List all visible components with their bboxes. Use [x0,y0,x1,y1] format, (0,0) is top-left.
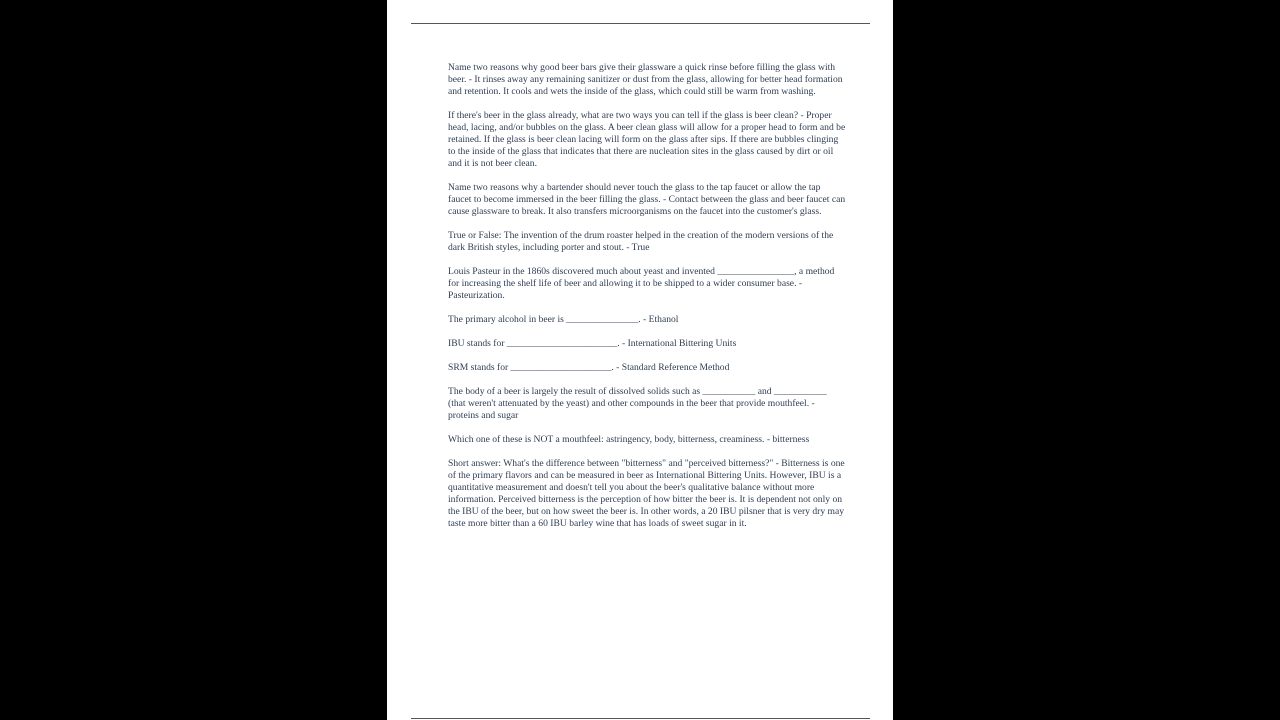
paragraph-drum-roaster: True or False: The invention of the drum roaster helped in the creation of the modern versions of the dark British styles, including porter and stout. - True [448,230,834,253]
paragraph-tap-faucet: Name two reasons why a bartender should never touch the glass to the tap faucet or allow the tap faucet to become immersed in the beer filling the glass. - Contact between the glass and beer faucet can cause glassware to break. It also transfers microorganisms on the faucet into the customer's glass. [448,182,846,217]
header-rule [411,23,870,24]
footer-rule [411,718,870,719]
document-body [448,62,846,542]
paragraph-body: The body of a beer is largely the result of dissolved solids such as ___________ and ___________ (that weren't attenuated by the yeast) and other compounds in the beer that provide mouthfeel. - proteins and sugar [448,386,827,421]
document-page [387,0,893,720]
paragraph-primary-alcohol: The primary alcohol in beer is _______________. - Ethanol [448,314,679,325]
paragraph-pasteur: Louis Pasteur in the 1860s discovered much about yeast and invented ________________, a method for increasing the shelf life of beer and allowing it to be shipped to a wider consumer base. - Pasteurization. [448,266,835,301]
paragraph-srm: SRM stands for _____________________. - Standard Reference Method [448,362,730,373]
paragraph-ibu: IBU stands for _______________________. - International Bittering Units [448,338,737,349]
paragraph-bitterness: Short answer: What's the difference between "bitterness" and "perceived bitterness?" - Bitterness is one of the primary flavors and can be measured in beer as International Bittering Units. However, IBU is a quantitative measurement and doesn't tell you about the beer's qualitative balance without more information. Perceived bitterness is the perception of how bitter the beer is. It is dependent not only on the IBU of the beer, but on how sweet the beer is. In other words, a 20 IBU pilsner that is very dry may taste more bitter than a 60 IBU barley wine that has loads of sweet sugar in it. [448,458,845,529]
paragraph-glass-rinse: Name two reasons why good beer bars give their glassware a quick rinse before filling the glass with beer. - It rinses away any remaining sanitizer or dust from the glass, allowing for better head formation and retention. It cools and wets the inside of the glass, which could still be warm from washing. [448,62,843,97]
paragraph-beer-clean: If there's beer in the glass already, what are two ways you can tell if the glass is beer clean? - Proper head, lacing, and/or bubbles on the glass. A beer clean glass will allow for a proper head to form and be retained. If the glass is beer clean lacing will form on the glass after sips. If there are bubbles clinging to the inside of the glass that indicates that there are nucleation sites in the glass caused by dirt or oil and it is not beer clean. [448,110,846,169]
paragraph-mouthfeel: Which one of these is NOT a mouthfeel: astringency, body, bitterness, creaminess. - bitterness [448,434,810,445]
